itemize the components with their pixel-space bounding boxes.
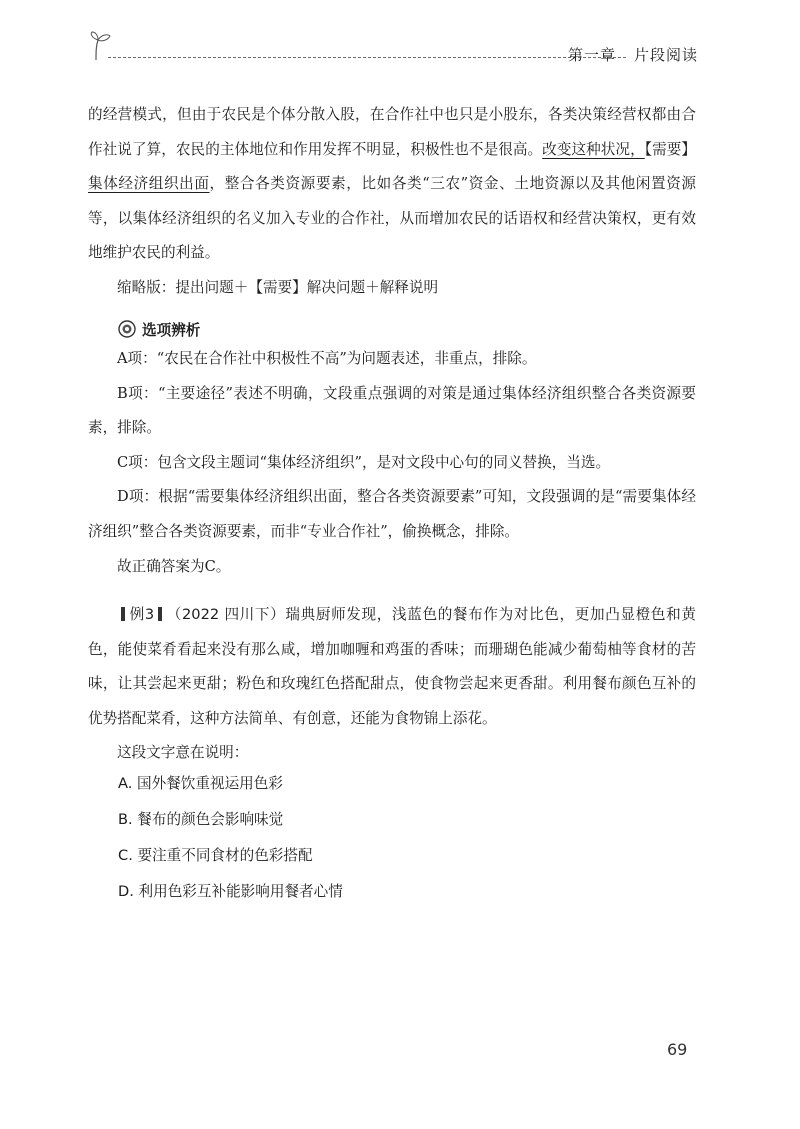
analysis-c: C项：包含文段主题词“集体经济组织”，是对文段中心句的同义替换，当选。 [117,453,611,471]
need-marker: 【需要】 [644,140,696,158]
choice-c: C. 要注重不同食材的色彩搭配 [118,847,313,864]
choice-b: B. 餐布的颜色会影响味觉 [118,811,284,828]
page-number: 69 [667,1040,688,1059]
analysis-icon [118,320,136,338]
running-header [88,30,698,70]
chapter-label: 第一章 [567,46,616,64]
analysis-body [88,342,696,584]
question-stem: 这段文字意在说明： [117,744,249,762]
header-title [568,44,698,65]
analysis-b: B项：“主要途径”表述不明确，文段重点强调的对策是通过集体经济组织整合各类资源要素，排除。 [88,384,696,437]
underlined-phrase: 改变这种状况， [542,140,645,158]
example-label: 例3 [129,606,155,623]
answer-line: 故正确答案为C。 [117,557,231,575]
section-label: 片段阅读 [633,46,698,64]
summary-line: 缩略版：提出问题＋【需要】解决问题＋解释说明 [117,278,439,296]
choices-list [118,766,678,910]
header-rule [108,57,626,58]
example-question [88,598,696,771]
choice-d: D. 利用色彩互补能影响用餐者心情 [118,883,343,900]
analysis-heading: 选项辨析 [118,316,200,342]
passage [88,98,696,306]
analysis-a: A项：“农民在合作社中积极性不高”为问题表述，非重点，排除。 [117,350,537,367]
analysis-d: D项：根据“需要集体经济组织出面，整合各类资源要素”可知，文段强调的是“需要集体经济组织”整合各类资源要素，而非“专业合作社”，偷换概念，排除。 [88,488,696,540]
underlined-phrase: 集体经济组织出面 [88,175,210,193]
passage-paragraph: 的经营模式，但由于农民是个体分散入股，在合作社中也只是小股东，各类决策经营权都由合作社说了算，农民的主体地位和作用发挥不明显，积极性也不是很高。改变这种状况，【需要】集体经济组织出面，整合各类资源要素，比如各类“三农”资金、土地资源以及其他闲置资源等，以集体经济组织的名义加入专业的合作社，从而增加农民的话语权和经营决策权，更有效地维护农民的利益。 [88,106,696,262]
choice-a: A. 国外餐饮重视运用色彩 [118,775,283,792]
example-text: 例3 （2022 四川下）瑞典厨师发现，浅蓝色的餐布作为对比色，更加凸显橙色和黄色，能使菜肴看起来没有那么咸，增加咖喱和鸡蛋的香味；而珊瑚色能减少葡萄柚等食材的苦味，让其尝起来更甜；粉色和玫瑰红色搭配甜点，使食物尝起来更香甜。利用餐布颜色互补的优势搭配菜肴，这种方法简单、有创意，还能为食物锦上添花。 [88,606,696,727]
example-source: （2022 四川下） [166,606,286,623]
